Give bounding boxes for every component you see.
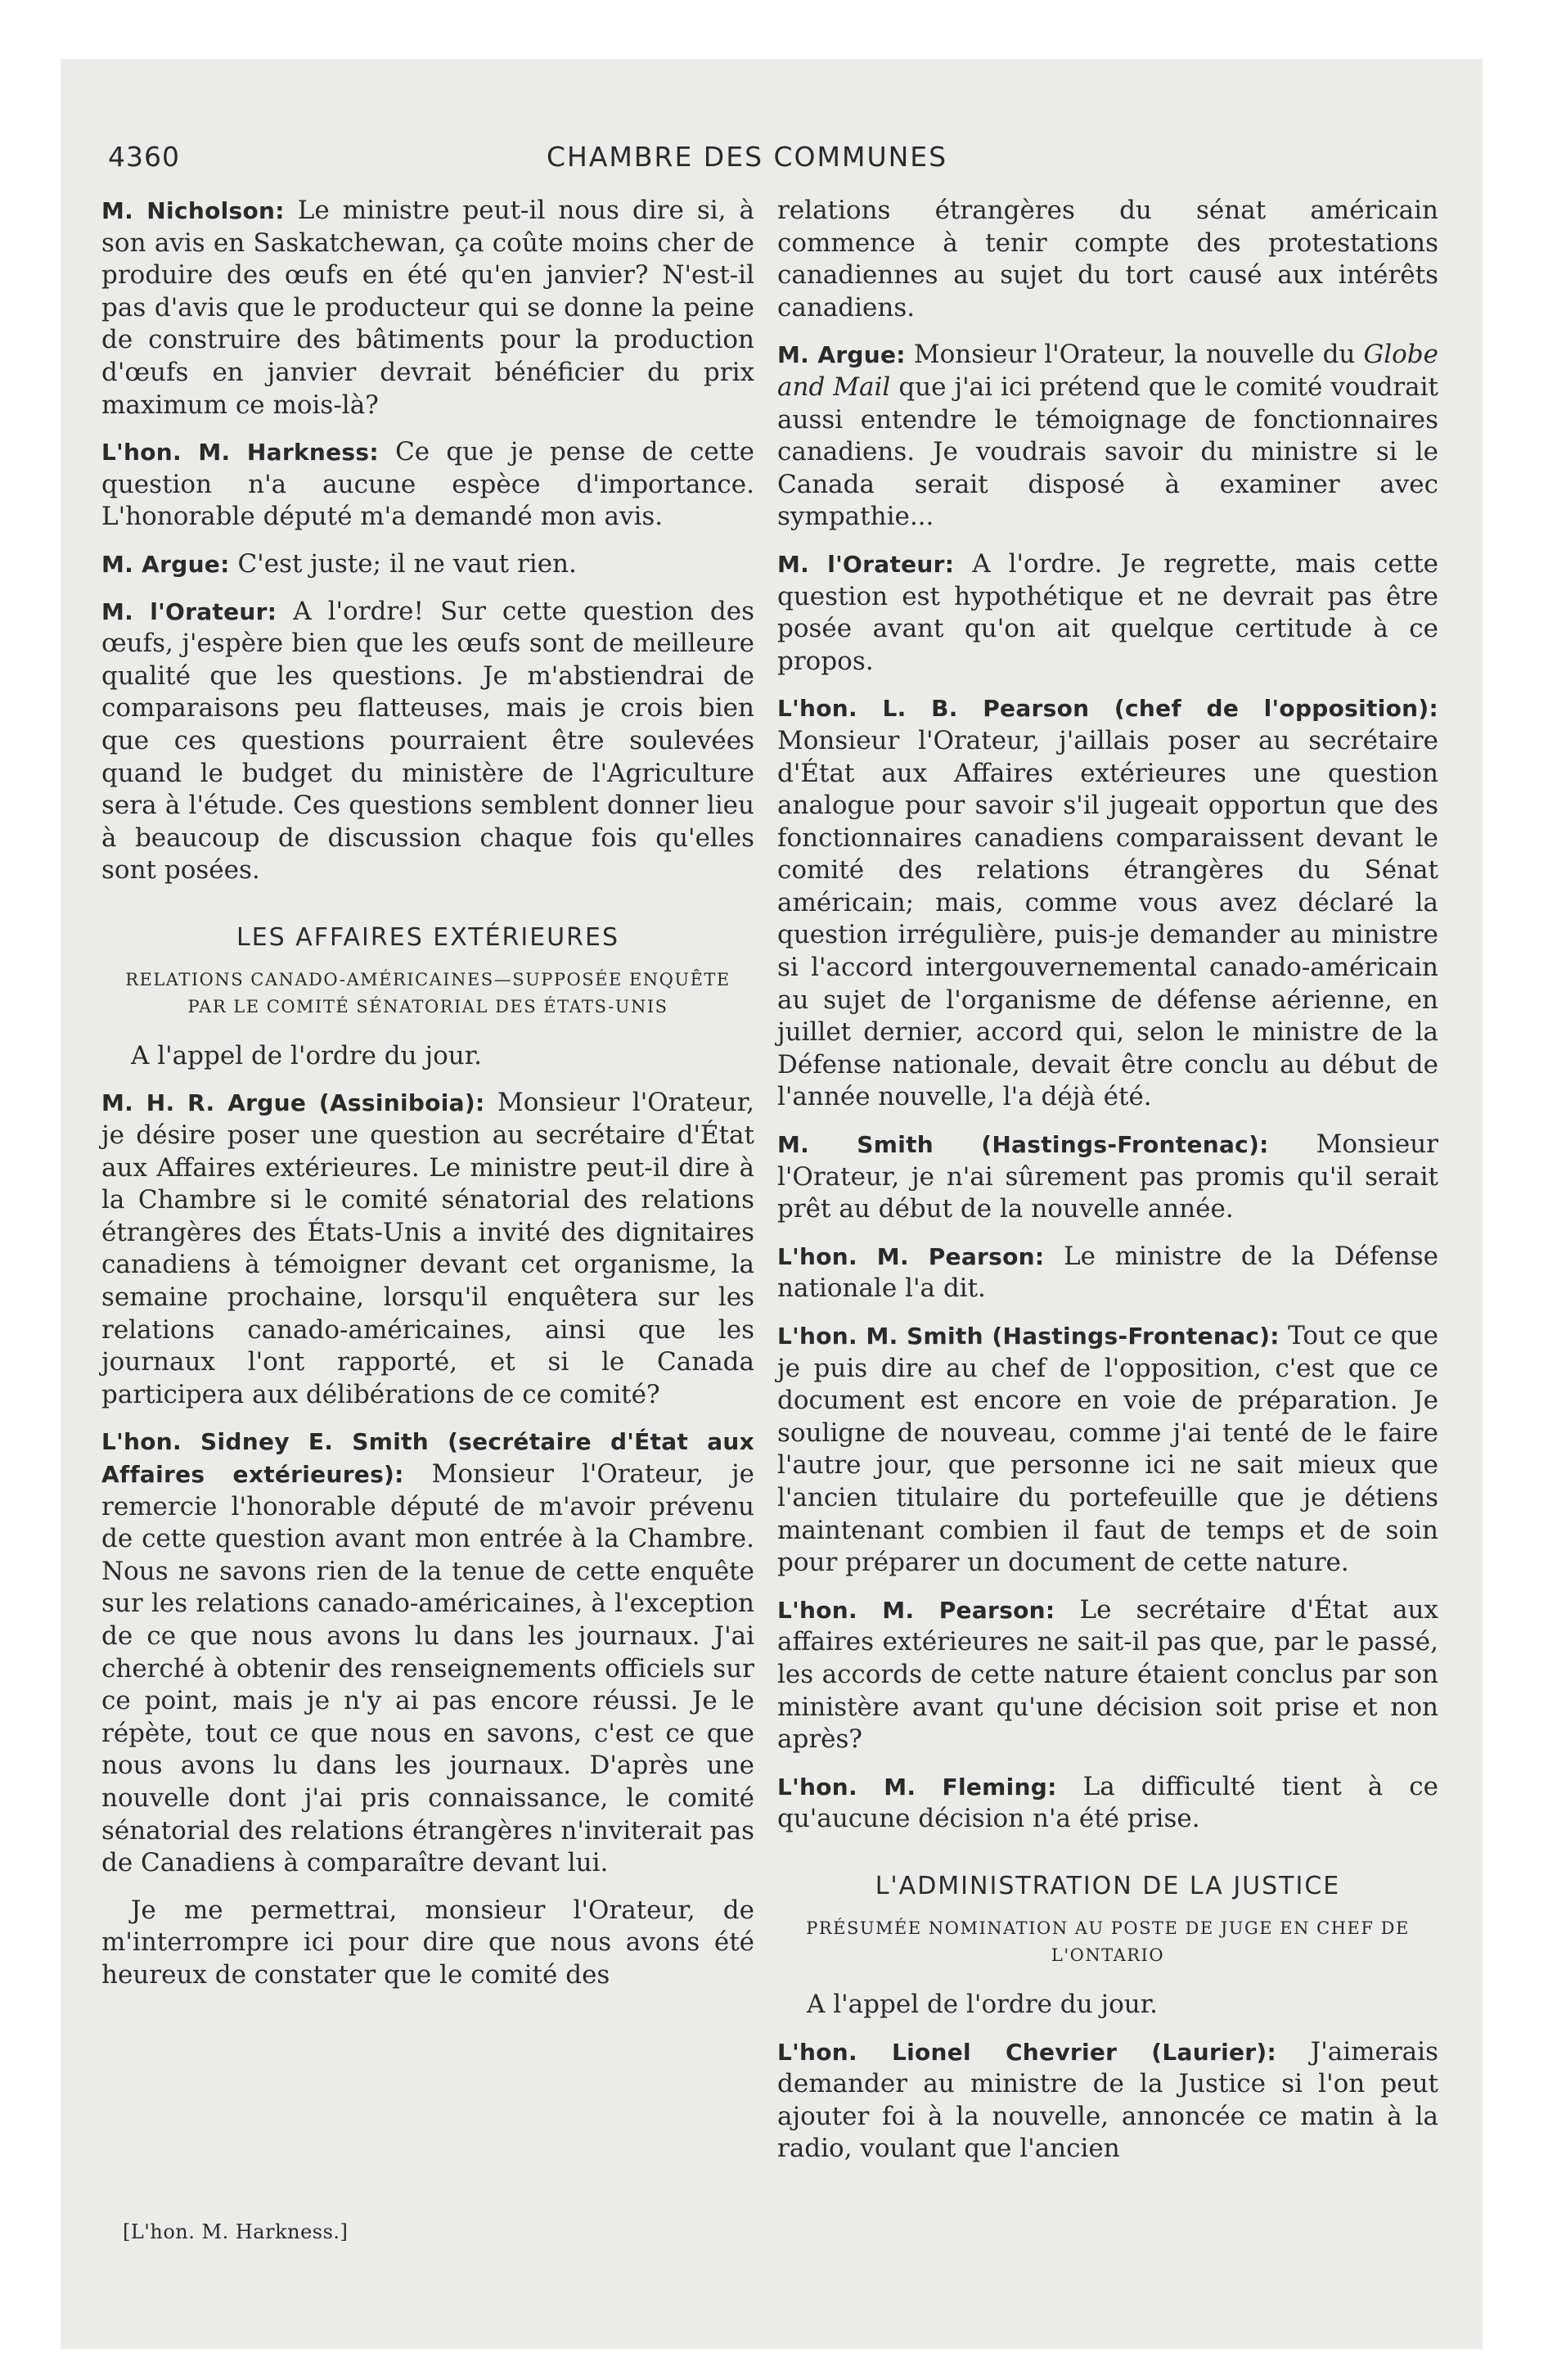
speech-text: Le ministre peut-il nous dire si, à son avis en Saskatchewan, ça coûte moins cher de produire des œufs en été qu'en janvier? N'est-il pas d'avis que le producteur qui se donne la peine de construire des bâtiments pour la production d'œufs en janvier devrait bénéficier du prix maximum ce mois-là? bbox=[101, 196, 755, 420]
speech-text: Ce que je pense de cette question n'a aucune espèce d'importance. L'honorable député m'a demandé mon avis. bbox=[101, 437, 754, 532]
speech-text: C'est juste; il ne vaut rien. bbox=[229, 548, 577, 579]
speech-text: La difficulté tient à ce qu'aucune décision n'a été prise. bbox=[777, 1771, 1438, 1834]
speech-text: Monsieur l'Orateur, j'aillais poser au secrétaire d'État aux Affaires extérieures une question analogue pour savoir s'il jugeait opportun que des fonctionnaires canadiens comparaissent devant le comité des relations étrangères du Sénat américain; mais, comme vous avez déclaré la question irrégulière, puis-je demander au ministre si l'accord intergouvernemental canado-américain au sujet de l'organisme de défense aérienne, en juillet dernier, accord qui, selon le ministre de la Défense nationale, devait être conclu au début de l'année nouvelle, l'a déjà été. bbox=[777, 725, 1438, 1112]
paragraph bbox=[777, 339, 1438, 534]
speaker-name: L'hon. Lionel Chevrier (Laurier): bbox=[777, 2038, 1276, 2066]
page-number: 4360 bbox=[108, 141, 180, 173]
newspaper-title: Globe and Mail bbox=[777, 340, 1438, 402]
section-subheading: PRÉSUMÉE NOMINATION AU POSTE DE JUGE EN CHEF DE L'ONTARIO bbox=[806, 1918, 1410, 1965]
speaker-name: L'hon. M. Fleming: bbox=[777, 1773, 1057, 1801]
paragraph: relations étrangères du sénat américain commence à tenir compte des protestations canadiennes au sujet du tort causé aux intérêts canadiens. bbox=[777, 196, 1438, 322]
speech-text: Monsieur l'Orateur, je remercie l'honorable député de m'avoir prévenu de cette question avant mon entrée à la Chambre. Nous ne savons rien de la tenue de cette enquête sur les relations canado-américaines, à l'exception de ce que nous avons lu dans les journaux. J'ai cherché à obtenir des renseignements officiels sur ce point, mais je n'y ai pas encore réussi. Je le répète, tout ce que nous en savons, c'est ce que nous avons lu dans les journaux. D'après une nouvelle dont j'ai pris connaissance, le comité sénatorial des relations étrangères n'inviterait pas de Canadiens à comparaître devant lui. bbox=[101, 1459, 754, 1878]
speaker-name: L'hon. M. Pearson: bbox=[777, 1242, 1045, 1270]
speech-text: que j'ai ici prétend que le comité voudrait aussi entendre le témoignage de fonctionnaires canadiens. Je voudrais savoir du ministre si le Canada serait disposé à examiner avec sympathie... bbox=[777, 372, 1438, 532]
speaker-name: M. l'Orateur: bbox=[777, 550, 955, 578]
speaker-name: L'hon. Sidney E. Smith (secrétaire d'État aux Affaires extérieures): bbox=[101, 1428, 754, 1488]
footer-reference: [L'hon. M. Harkness.] bbox=[123, 2220, 349, 2243]
speaker-name: M. Nicholson: bbox=[101, 197, 285, 224]
paragraph bbox=[101, 548, 754, 581]
paragraph: Je me permettrai, monsieur l'Orateur, de m'interrompre ici pour dire que nous avons été heureux de constater que le comité des bbox=[101, 1895, 754, 1990]
paragraph bbox=[777, 548, 1438, 678]
speaker-name: M. H. R. Argue (Assiniboia): bbox=[101, 1089, 485, 1117]
paragraph bbox=[101, 1426, 754, 1879]
speaker-name: M. l'Orateur: bbox=[101, 597, 277, 625]
speaker-name: L'hon. M. Smith (Hastings-Frontenac): bbox=[777, 1323, 1280, 1350]
speech-text: A l'ordre! Sur cette question des œufs, j'espère bien que les œufs sont de meilleure qualité que les questions. Je m'abstiendrai de comparaisons peu flatteuses, mais je crois bien que ces questions pourraient être soulevées quand le budget du ministère de l'Agriculture sera à l'étude. Ces questions semblent donner lieu à beaucoup de discussion chaque fois qu'elles sont posées. bbox=[101, 596, 754, 886]
speaker-name: M. Argue: bbox=[101, 550, 230, 578]
paragraph bbox=[101, 436, 754, 534]
paragraph: A l'appel de l'ordre du jour. bbox=[131, 1040, 482, 1071]
speech-text: Le secrétaire d'État aux affaires extérieures ne sait-il pas que, par le passé, les accords de cette nature étaient conclus par son ministère avant qu'une décision soit prise et non après? bbox=[777, 1594, 1438, 1755]
section-subheading: RELATIONS CANADO-AMÉRICAINES—SUPPOSÉE ENQUÊTE PAR LE COMITÉ SÉNATORIAL DES ÉTATS-UNIS bbox=[125, 969, 731, 1016]
left-column bbox=[101, 195, 754, 2007]
paragraph bbox=[777, 1129, 1438, 1226]
paragraph: A l'appel de l'ordre du jour. bbox=[807, 1989, 1158, 2019]
speech-text: Monsieur l'Orateur, je désire poser une question au secrétaire d'État aux Affaires extérieures. Le ministre peut-il dire à la Chambre si le comité sénatorial des relations étrangères des États-Unis a invité des dignitaires canadiens à témoigner devant cet organisme, la semaine prochaine, lorsqu'il enquêtera sur les relations canado-américaines, ainsi que les journaux l'ont rapporté, et si le Canada participera aux délibérations de ce comité? bbox=[101, 1088, 754, 1409]
speech-text: Monsieur l'Orateur, la nouvelle du bbox=[905, 340, 1364, 370]
speaker-name: L'hon. L. B. Pearson (chef de l'opposition): bbox=[777, 695, 1438, 723]
paragraph bbox=[777, 1241, 1438, 1305]
speaker-name: L'hon. M. Harkness: bbox=[101, 439, 379, 467]
speech-text: A l'ordre. Je regrette, mais cette question est hypothétique et ne devrait pas être posée avant qu'on ait quelque certitude à ce propos. bbox=[777, 548, 1438, 676]
section-heading: LES AFFAIRES EXTÉRIEURES bbox=[236, 922, 619, 952]
right-column bbox=[777, 195, 1438, 2180]
page-header bbox=[108, 137, 1417, 187]
page-title: CHAMBRE DES COMMUNES bbox=[547, 141, 948, 173]
speech-text: J'aimerais demander au ministre de la Justice si l'on peut ajouter foi à la nouvelle, annoncée ce matin à la radio, voulant que l'ancien bbox=[777, 2036, 1438, 2164]
paragraph bbox=[777, 2036, 1438, 2166]
paragraph bbox=[101, 596, 754, 887]
speaker-name: M. Smith (Hastings-Frontenac): bbox=[777, 1131, 1269, 1159]
paragraph bbox=[777, 1771, 1438, 1836]
speech-text: Tout ce que je puis dire au chef de l'opposition, c'est que ce document est encore en voie de préparation. Je souligne de nouveau, comme j'ai tenté de le faire l'autre jour, que personne ici ne sait mieux que l'ancien titulaire du portefeuille que je détiens maintenant combien il faut de temps et de soin pour préparer un document de cette nature. bbox=[777, 1321, 1438, 1578]
paragraph bbox=[101, 195, 754, 421]
paragraph bbox=[777, 1320, 1438, 1580]
section-heading: L'ADMINISTRATION DE LA JUSTICE bbox=[875, 1871, 1341, 1900]
speech-text: Le ministre de la Défense nationale l'a dit. bbox=[777, 1241, 1438, 1304]
paragraph bbox=[777, 692, 1438, 1114]
paragraph bbox=[777, 1594, 1438, 1756]
speech-text: Monsieur l'Orateur, je n'ai sûrement pas promis qu'il serait prêt au début de la nouvelle année. bbox=[777, 1129, 1438, 1224]
speaker-name: L'hon. M. Pearson: bbox=[777, 1596, 1055, 1624]
paragraph bbox=[101, 1087, 754, 1411]
speaker-name: M. Argue: bbox=[777, 341, 906, 369]
